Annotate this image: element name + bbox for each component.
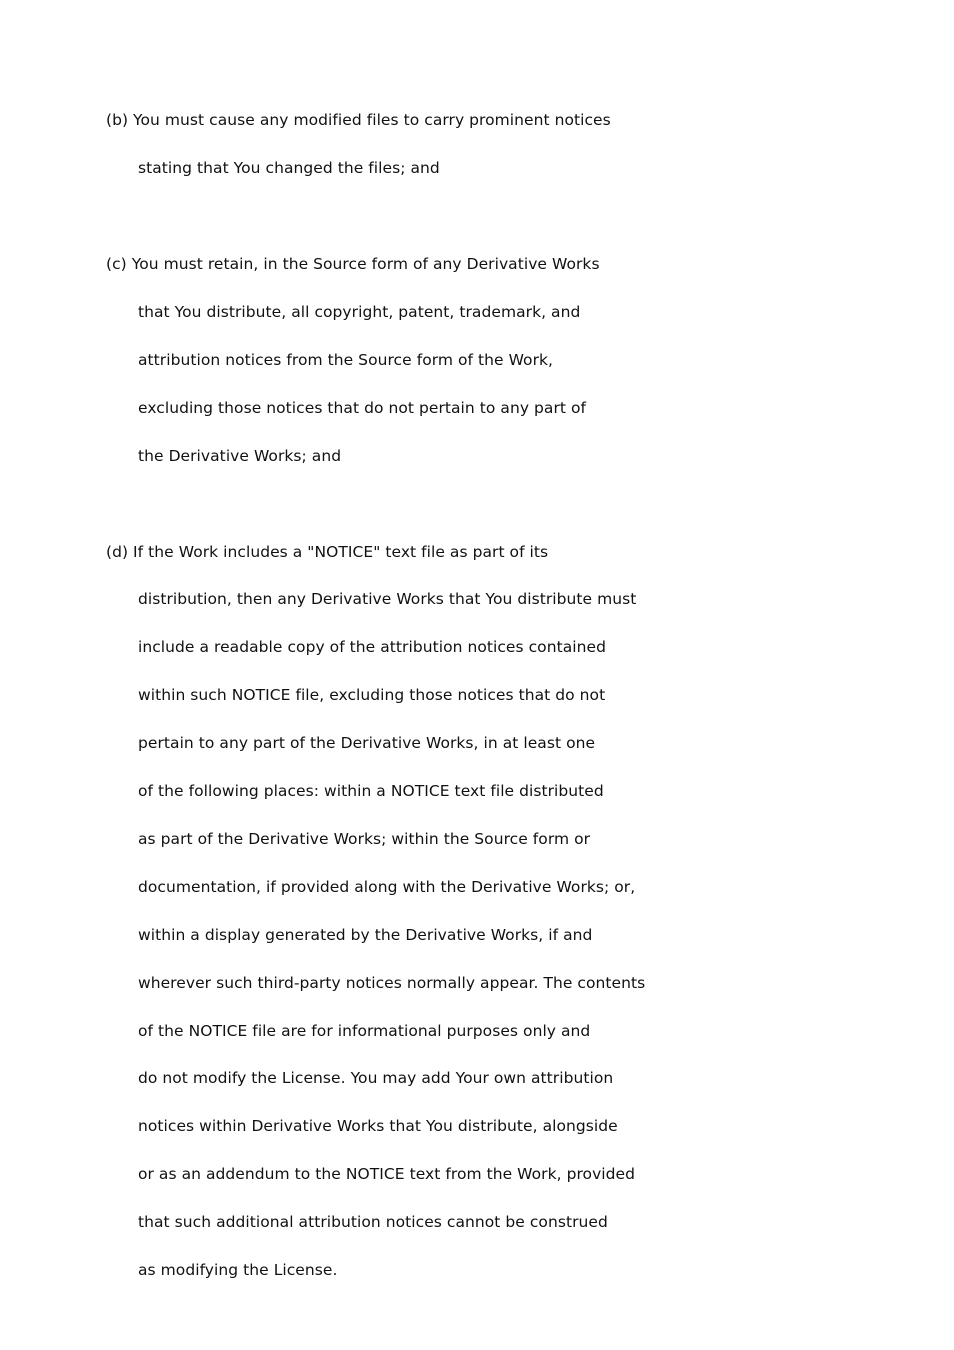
clause-c-line-2: that You distribute, all copyright, patent, trademark, and [138, 303, 581, 321]
clause-b-line-2: stating that You changed the files; and [138, 159, 440, 177]
clause-d-line-4: within such NOTICE file, excluding those notices that do not [138, 686, 606, 704]
clause-c-line-4: excluding those notices that do not pertain to any part of [138, 399, 587, 417]
clause-d-line-13: notices within Derivative Works that You distribute, alongside [138, 1117, 618, 1135]
clause-d-line-16: as modifying the License. [138, 1261, 338, 1279]
clause-d-line-5: pertain to any part of the Derivative Works, in at least one [138, 734, 596, 752]
clause-d-line-15: that such additional attribution notices cannot be construed [138, 1213, 608, 1231]
clause-d-line-8: documentation, if provided along with the Derivative Works; or, [138, 878, 636, 896]
clause-d-line-12: do not modify the License. You may add Your own attribution [138, 1069, 614, 1087]
clause-b-line-1: (b) You must cause any modified files to carry prominent notices [106, 111, 611, 129]
clause-c-line-5: the Derivative Works; and [138, 447, 342, 465]
clause-d-line-10: wherever such third-party notices normally appear. The contents [138, 974, 646, 992]
clause-c-line-3: attribution notices from the Source form of the Work, [138, 351, 554, 369]
clause-d-line-9: within a display generated by the Derivative Works, if and [138, 926, 593, 944]
clause-d-line-7: as part of the Derivative Works; within the Source form or [138, 830, 591, 848]
clause-d-line-11: of the NOTICE file are for informational purposes only and [138, 1022, 591, 1040]
clause-d-line-14: or as an addendum to the NOTICE text from the Work, provided [138, 1165, 636, 1183]
clause-d-line-2: distribution, then any Derivative Works that You distribute must [138, 590, 637, 608]
clause-d-line-1: (d) If the Work includes a "NOTICE" text file as part of its [106, 543, 549, 561]
clause-c-line-1: (c) You must retain, in the Source form of any Derivative Works [106, 255, 600, 273]
clause-d-line-6: of the following places: within a NOTICE text file distributed [138, 782, 604, 800]
clause-d-line-3: include a readable copy of the attribution notices contained [138, 638, 606, 656]
